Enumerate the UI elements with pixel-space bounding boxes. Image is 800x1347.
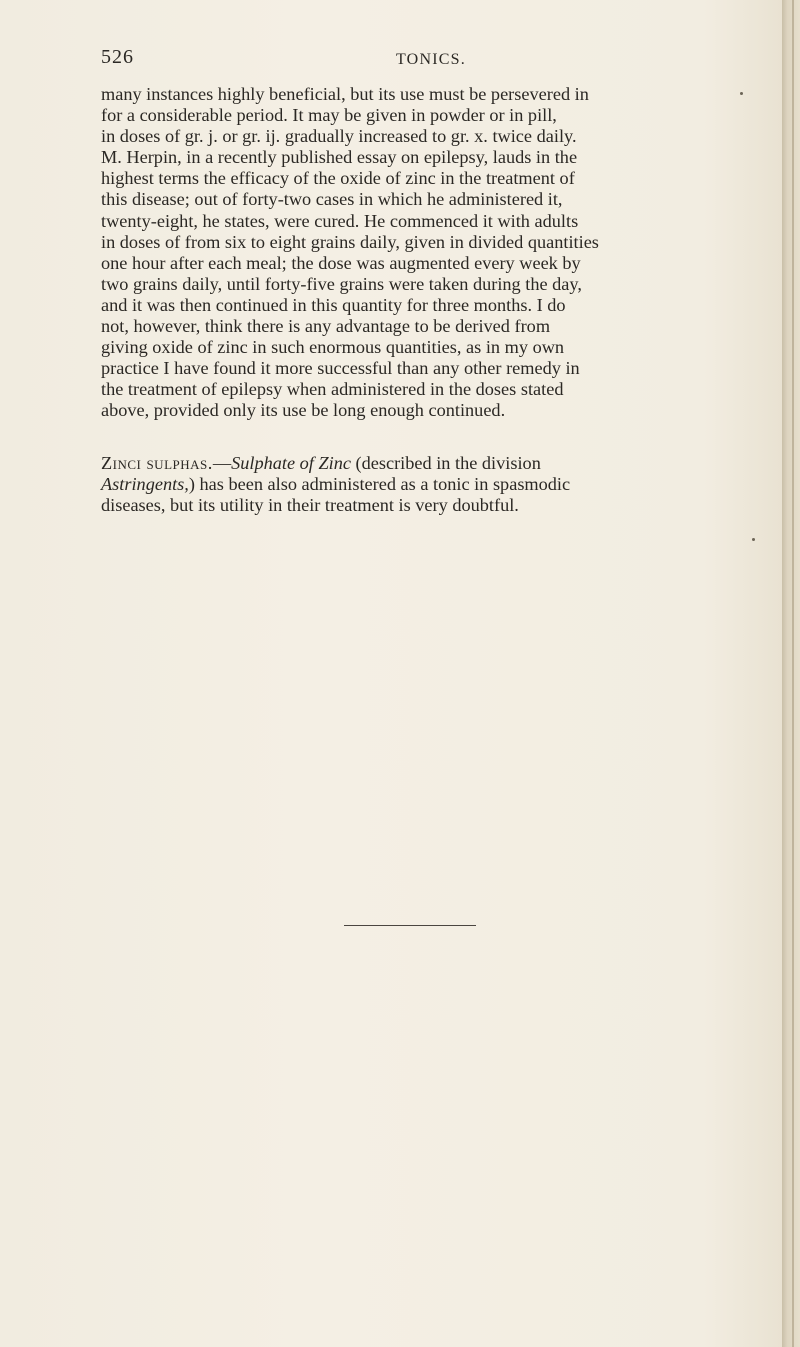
drug-name-english: Sulphate of Zinc bbox=[231, 452, 351, 473]
text-line bbox=[101, 474, 781, 495]
cross-reference: Astringents, bbox=[101, 473, 189, 494]
text-line: M. Herpin, in a recently published essay on epilepsy, lauds in the bbox=[101, 147, 578, 168]
text-line: two grains daily, until forty-five grains were taken during the day, bbox=[101, 273, 582, 294]
text-line: highest terms the efficacy of the oxide of zinc in the treatment of bbox=[101, 168, 575, 189]
text-line: in doses of from six to eight grains daily, given in divided quantities bbox=[101, 231, 599, 252]
running-title: TONICS. bbox=[396, 51, 466, 68]
page-number: 526 bbox=[101, 46, 134, 68]
text-line: and it was then continued in this quantity for three months. I do bbox=[101, 294, 566, 315]
drug-name-latin: Zinci sulphas. bbox=[101, 452, 213, 473]
paragraph-zinc-sulphate bbox=[101, 453, 781, 516]
text-line: practice I have found it more successful than any other remedy in bbox=[101, 358, 580, 379]
body-text bbox=[101, 84, 781, 516]
print-speck bbox=[740, 92, 743, 95]
print-speck bbox=[752, 538, 755, 541]
text-line: twenty-eight, he states, were cured. He commenced it with adults bbox=[101, 210, 579, 231]
text-line: diseases, but its utility in their treatment is very doubtful. bbox=[101, 494, 519, 515]
text-line: giving oxide of zinc in such enormous quantities, as in my own bbox=[101, 337, 565, 358]
text-fragment: ) has been also administered as a tonic in spasmodic bbox=[188, 473, 571, 494]
page-edge-shadow bbox=[782, 0, 800, 1347]
text-line: for a considerable period. It may be given in powder or in pill, bbox=[101, 105, 557, 126]
text-fragment: (described in the division bbox=[350, 452, 541, 473]
text-line: this disease; out of forty-two cases in which he administered it, bbox=[101, 189, 563, 210]
text-line: not, however, think there is any advantage to be derived from bbox=[101, 316, 551, 337]
text-line: in doses of gr. j. or gr. ij. gradually increased to gr. x. twice daily. bbox=[101, 126, 577, 147]
text-line bbox=[101, 453, 781, 474]
em-dash: — bbox=[212, 452, 232, 473]
text-line: the treatment of epilepsy when administered in the doses stated bbox=[101, 379, 564, 400]
footer-rule bbox=[344, 925, 476, 926]
page-edge-line bbox=[792, 0, 794, 1347]
text-line: one hour after each meal; the dose was augmented every week by bbox=[101, 252, 581, 273]
text-line: above, provided only its use be long enough continued. bbox=[101, 400, 506, 421]
text-line: many instances highly beneficial, but its use must be persevered in bbox=[101, 84, 589, 104]
paragraph-zinc-oxide bbox=[101, 84, 781, 422]
